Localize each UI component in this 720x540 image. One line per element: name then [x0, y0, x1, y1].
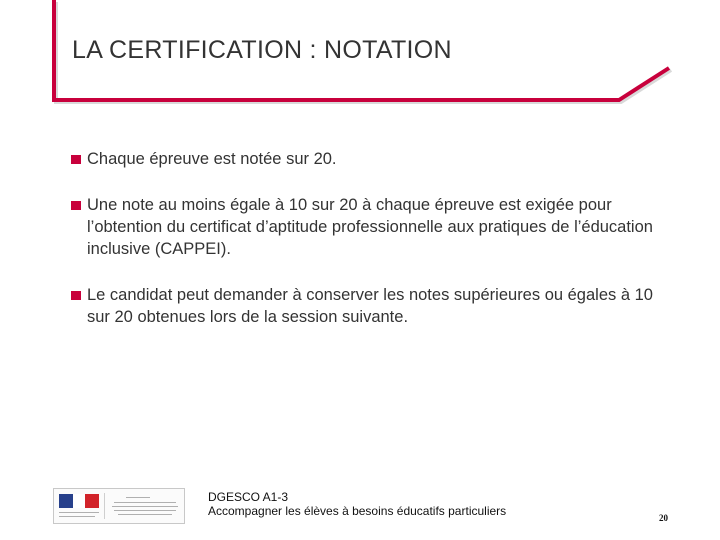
page-number: 20	[659, 513, 668, 523]
bullet-list	[70, 148, 680, 352]
slide-title: LA CERTIFICATION : NOTATION	[72, 36, 452, 64]
bullet-item	[70, 148, 680, 170]
square-bullet-icon	[71, 155, 81, 164]
bullet-text: Chaque épreuve est notée sur 20.	[87, 150, 337, 168]
marianne-flag-icon	[59, 494, 99, 508]
footer-caption	[208, 490, 506, 518]
square-bullet-icon	[71, 291, 81, 300]
square-bullet-icon	[71, 201, 81, 210]
bullet-text: Une note au moins égale à 10 sur 20 à chaque épreuve est exigée pour l’obtention du certificat d’aptitude professionnelle aux pratiques de l’éducation inclusive (CAPPEI).	[87, 196, 653, 258]
bullet-text: Le candidat peut demander à conserver les notes supérieures ou égales à 10 sur 20 obtenues lors de la session suivante.	[87, 286, 653, 326]
bullet-item	[70, 194, 680, 260]
ministry-logo	[53, 488, 185, 524]
footer-department: DGESCO A1-3	[208, 490, 289, 504]
footer-subtitle: Accompagner les élèves à besoins éducatifs particuliers	[208, 504, 507, 518]
bullet-item	[70, 284, 680, 328]
